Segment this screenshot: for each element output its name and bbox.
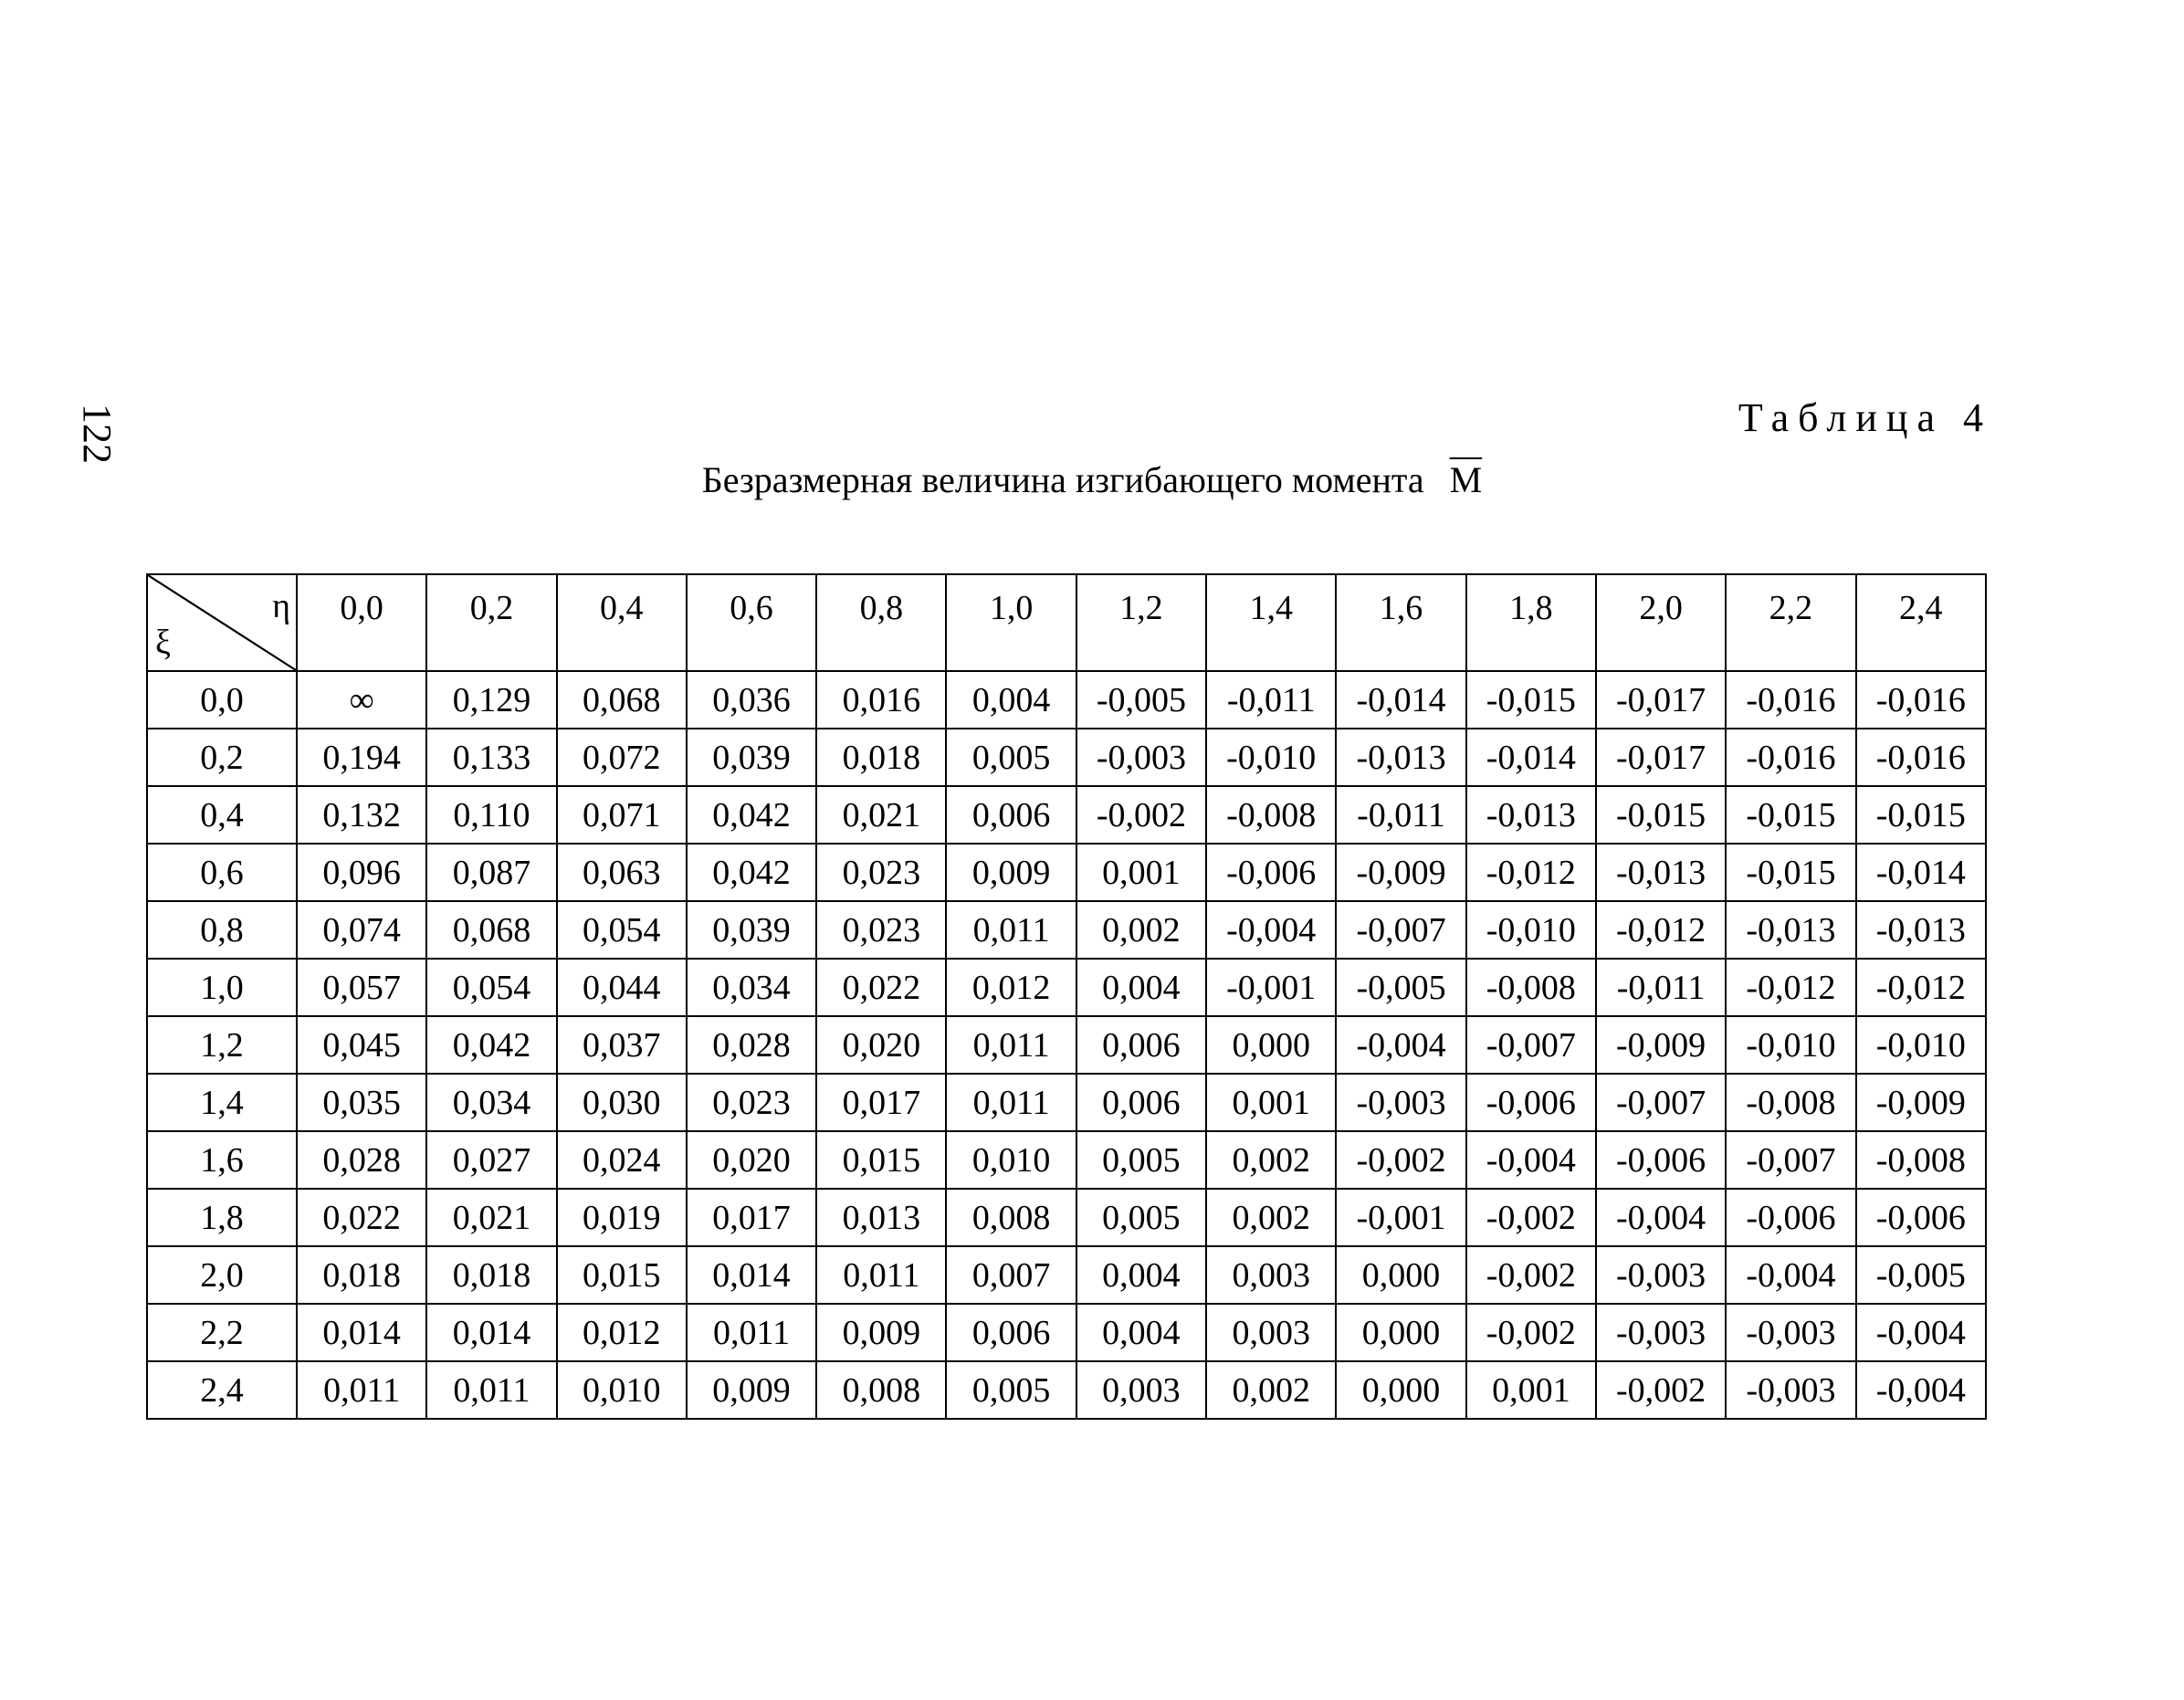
- table-cell: 0,012: [946, 959, 1076, 1016]
- table-cell: 0,036: [687, 671, 816, 729]
- xi-axis-label: ξ: [155, 624, 171, 662]
- table-cell: 0,018: [816, 729, 946, 786]
- table-cell: 0,037: [557, 1016, 687, 1074]
- table-cell: 0,021: [816, 786, 946, 844]
- table-cell: -0,005: [1336, 959, 1465, 1016]
- table-row: [147, 1131, 1986, 1189]
- table-cell: 0,034: [687, 959, 816, 1016]
- table-row: [147, 729, 1986, 786]
- table-cell: 0,039: [687, 901, 816, 959]
- table-cell: 0,023: [687, 1074, 816, 1131]
- column-header-eta: 0,8: [816, 574, 946, 671]
- table-cell: -0,012: [1726, 959, 1855, 1016]
- table-cell: 0,030: [557, 1074, 687, 1131]
- table-cell: 0,003: [1206, 1246, 1336, 1304]
- table-row: [147, 901, 1986, 959]
- table-cell: -0,008: [1466, 959, 1596, 1016]
- table-cell: 0,027: [426, 1131, 556, 1189]
- table-cell: 0,006: [1076, 1016, 1206, 1074]
- table-cell: -0,004: [1726, 1246, 1855, 1304]
- row-header-xi: 0,4: [147, 786, 297, 844]
- table-cell: 0,005: [1076, 1189, 1206, 1246]
- column-header-eta: 0,2: [426, 574, 556, 671]
- table-cell: 0,133: [426, 729, 556, 786]
- table-cell: -0,002: [1466, 1246, 1596, 1304]
- table-cell: -0,002: [1596, 1361, 1726, 1419]
- table-row: [147, 959, 1986, 1016]
- table-cell: 0,009: [946, 844, 1076, 901]
- table-cell: -0,006: [1206, 844, 1336, 901]
- table-cell: -0,003: [1726, 1361, 1855, 1419]
- table-cell: -0,013: [1336, 729, 1465, 786]
- table-cell: 0,011: [816, 1246, 946, 1304]
- table-cell: 0,003: [1206, 1304, 1336, 1361]
- table-cell: -0,008: [1856, 1131, 1986, 1189]
- table-cell: 0,004: [1076, 1304, 1206, 1361]
- table-cell: 0,009: [816, 1304, 946, 1361]
- table-cell: -0,017: [1596, 729, 1726, 786]
- table-cell: -0,006: [1726, 1189, 1855, 1246]
- table-cell: 0,011: [946, 1016, 1076, 1074]
- row-header-xi: 0,6: [147, 844, 297, 901]
- table-cell: 0,039: [687, 729, 816, 786]
- table-cell: -0,006: [1466, 1074, 1596, 1131]
- table-cell: -0,003: [1336, 1074, 1465, 1131]
- table-cell: -0,016: [1856, 671, 1986, 729]
- table-title-text: Безразмерная величина изгибающего момента: [701, 459, 1424, 500]
- table-cell: 0,004: [1076, 1246, 1206, 1304]
- bending-moment-table: [146, 573, 1987, 1420]
- table-cell: 0,074: [297, 901, 426, 959]
- table-cell: 0,000: [1336, 1246, 1465, 1304]
- table-cell: 0,034: [426, 1074, 556, 1131]
- table-cell: -0,010: [1466, 901, 1596, 959]
- table-cell: 0,096: [297, 844, 426, 901]
- table-cell: -0,006: [1856, 1189, 1986, 1246]
- table-cell: 0,002: [1206, 1361, 1336, 1419]
- table-body: [147, 671, 1986, 1419]
- table-cell: 0,017: [687, 1189, 816, 1246]
- table-cell: 0,011: [946, 1074, 1076, 1131]
- column-header-eta: 0,0: [297, 574, 426, 671]
- table-cell: -0,012: [1596, 901, 1726, 959]
- table-cell: -0,003: [1596, 1246, 1726, 1304]
- table-title: [0, 458, 2184, 501]
- table-cell: 0,011: [946, 901, 1076, 959]
- table-cell: 0,017: [816, 1074, 946, 1131]
- table-cell: 0,005: [1076, 1131, 1206, 1189]
- table-cell: 0,001: [1076, 844, 1206, 901]
- table-cell: -0,004: [1856, 1304, 1986, 1361]
- table-cell: 0,057: [297, 959, 426, 1016]
- table-cell: 0,014: [297, 1304, 426, 1361]
- table-cell: 0,024: [557, 1131, 687, 1189]
- table-cell: 0,011: [426, 1361, 556, 1419]
- table-cell: 0,011: [687, 1304, 816, 1361]
- table-cell: -0,006: [1596, 1131, 1726, 1189]
- table-cell: -0,002: [1466, 1189, 1596, 1246]
- table-cell: 0,068: [557, 671, 687, 729]
- page-number: 122: [75, 404, 120, 464]
- table-cell: -0,011: [1206, 671, 1336, 729]
- table-cell: 0,003: [1076, 1361, 1206, 1419]
- table-cell: 0,042: [687, 844, 816, 901]
- row-header-xi: 1,6: [147, 1131, 297, 1189]
- table-cell: 0,028: [297, 1131, 426, 1189]
- axis-corner-cell: [147, 574, 297, 671]
- table-cell: -0,010: [1206, 729, 1336, 786]
- table-cell: 0,000: [1206, 1016, 1336, 1074]
- table-cell: -0,013: [1466, 786, 1596, 844]
- row-header-xi: 0,0: [147, 671, 297, 729]
- table-cell: 0,005: [946, 1361, 1076, 1419]
- row-header-xi: 1,4: [147, 1074, 297, 1131]
- table-cell: -0,013: [1856, 901, 1986, 959]
- table-cell: -0,002: [1336, 1131, 1465, 1189]
- table-cell: 0,001: [1466, 1361, 1596, 1419]
- table-cell: 0,054: [426, 959, 556, 1016]
- table-cell: 0,018: [297, 1246, 426, 1304]
- column-header-eta: 2,4: [1856, 574, 1986, 671]
- column-header-eta: 1,6: [1336, 574, 1465, 671]
- table-cell: -0,014: [1856, 844, 1986, 901]
- table-cell: 0,010: [557, 1361, 687, 1419]
- column-header-eta: 0,4: [557, 574, 687, 671]
- table-cell: 0,010: [946, 1131, 1076, 1189]
- table-cell: 0,132: [297, 786, 426, 844]
- table-cell: -0,007: [1336, 901, 1465, 959]
- table-cell: -0,008: [1726, 1074, 1855, 1131]
- table-cell: 0,014: [426, 1304, 556, 1361]
- table-cell: -0,012: [1466, 844, 1596, 901]
- table-cell: -0,010: [1856, 1016, 1986, 1074]
- row-header-xi: 0,2: [147, 729, 297, 786]
- table-cell: 0,006: [946, 786, 1076, 844]
- table-cell: -0,004: [1336, 1016, 1465, 1074]
- table-cell: -0,013: [1596, 844, 1726, 901]
- table-cell: -0,001: [1206, 959, 1336, 1016]
- table-cell: 0,000: [1336, 1304, 1465, 1361]
- table-row: [147, 1016, 1986, 1074]
- table-row: [147, 1304, 1986, 1361]
- table-cell: -0,005: [1076, 671, 1206, 729]
- row-header-xi: 2,4: [147, 1361, 297, 1419]
- table-cell: 0,019: [557, 1189, 687, 1246]
- table-row: [147, 1189, 1986, 1246]
- table-cell: 0,054: [557, 901, 687, 959]
- table-cell: 0,023: [816, 901, 946, 959]
- table-cell: 0,023: [816, 844, 946, 901]
- table-cell: -0,009: [1336, 844, 1465, 901]
- table-cell: 0,002: [1206, 1131, 1336, 1189]
- column-header-eta: 2,2: [1726, 574, 1855, 671]
- table-cell: -0,016: [1726, 671, 1855, 729]
- table-cell: -0,015: [1466, 671, 1596, 729]
- table-cell: -0,004: [1466, 1131, 1596, 1189]
- column-header-eta: 1,4: [1206, 574, 1336, 671]
- table-cell: 0,110: [426, 786, 556, 844]
- table-cell: -0,009: [1596, 1016, 1726, 1074]
- table-cell: -0,015: [1856, 786, 1986, 844]
- table-cell: 0,016: [816, 671, 946, 729]
- table-cell: ∞: [297, 671, 426, 729]
- table-cell: 0,012: [557, 1304, 687, 1361]
- table-cell: 0,063: [557, 844, 687, 901]
- table-cell: -0,014: [1466, 729, 1596, 786]
- table-cell: 0,014: [687, 1246, 816, 1304]
- table-cell: 0,000: [1336, 1361, 1465, 1419]
- table-cell: -0,002: [1466, 1304, 1596, 1361]
- table-cell: 0,072: [557, 729, 687, 786]
- table-caption-label: Таблица 4: [1738, 395, 1992, 440]
- table-cell: 0,011: [297, 1361, 426, 1419]
- eta-axis-label: η: [272, 587, 290, 625]
- row-header-xi: 2,0: [147, 1246, 297, 1304]
- table-cell: -0,007: [1466, 1016, 1596, 1074]
- table-cell: -0,002: [1076, 786, 1206, 844]
- table-cell: -0,007: [1726, 1131, 1855, 1189]
- table-cell: 0,071: [557, 786, 687, 844]
- table-cell: -0,015: [1726, 786, 1855, 844]
- row-header-xi: 1,8: [147, 1189, 297, 1246]
- table-cell: -0,017: [1596, 671, 1726, 729]
- table-cell: -0,008: [1206, 786, 1336, 844]
- row-header-xi: 1,0: [147, 959, 297, 1016]
- table-cell: -0,003: [1596, 1304, 1726, 1361]
- table-cell: 0,022: [297, 1189, 426, 1246]
- table-row: [147, 1361, 1986, 1419]
- column-header-eta: 2,0: [1596, 574, 1726, 671]
- table-row: [147, 786, 1986, 844]
- row-header-xi: 1,2: [147, 1016, 297, 1074]
- table-cell: -0,003: [1076, 729, 1206, 786]
- table-cell: 0,004: [1076, 959, 1206, 1016]
- table-header-row: [147, 574, 1986, 671]
- table-cell: -0,004: [1856, 1361, 1986, 1419]
- table-cell: 0,022: [816, 959, 946, 1016]
- table-cell: -0,015: [1596, 786, 1726, 844]
- table-cell: 0,009: [687, 1361, 816, 1419]
- table-cell: -0,007: [1596, 1074, 1726, 1131]
- table-cell: 0,020: [687, 1131, 816, 1189]
- table-cell: 0,004: [946, 671, 1076, 729]
- column-header-eta: 1,8: [1466, 574, 1596, 671]
- table-cell: 0,002: [1206, 1189, 1336, 1246]
- table-cell: -0,010: [1726, 1016, 1855, 1074]
- table-row: [147, 671, 1986, 729]
- table-cell: 0,042: [426, 1016, 556, 1074]
- table-cell: 0,007: [946, 1246, 1076, 1304]
- table-cell: 0,021: [426, 1189, 556, 1246]
- table-cell: -0,004: [1206, 901, 1336, 959]
- column-header-eta: 0,6: [687, 574, 816, 671]
- column-header-eta: 1,2: [1076, 574, 1206, 671]
- table-cell: -0,012: [1856, 959, 1986, 1016]
- table-cell: -0,015: [1726, 844, 1855, 901]
- table-cell: 0,015: [816, 1131, 946, 1189]
- table-cell: 0,020: [816, 1016, 946, 1074]
- table-cell: 0,087: [426, 844, 556, 901]
- table-cell: 0,042: [687, 786, 816, 844]
- table-cell: 0,013: [816, 1189, 946, 1246]
- table-cell: 0,068: [426, 901, 556, 959]
- table-cell: -0,011: [1596, 959, 1726, 1016]
- table-cell: 0,015: [557, 1246, 687, 1304]
- table-cell: -0,005: [1856, 1246, 1986, 1304]
- table-cell: -0,011: [1336, 786, 1465, 844]
- table-cell: 0,001: [1206, 1074, 1336, 1131]
- table-cell: -0,016: [1726, 729, 1855, 786]
- moment-symbol: $\overline{M}$: [1449, 459, 1483, 500]
- table-cell: 0,129: [426, 671, 556, 729]
- table-row: [147, 1074, 1986, 1131]
- column-header-eta: 1,0: [946, 574, 1076, 671]
- table-cell: -0,016: [1856, 729, 1986, 786]
- table-cell: 0,008: [816, 1361, 946, 1419]
- table-cell: -0,004: [1596, 1189, 1726, 1246]
- table-cell: -0,003: [1726, 1304, 1855, 1361]
- table-cell: 0,005: [946, 729, 1076, 786]
- table-cell: 0,028: [687, 1016, 816, 1074]
- table-cell: 0,194: [297, 729, 426, 786]
- table-cell: 0,008: [946, 1189, 1076, 1246]
- table-cell: 0,035: [297, 1074, 426, 1131]
- row-header-xi: 2,2: [147, 1304, 297, 1361]
- table-row: [147, 844, 1986, 901]
- row-header-xi: 0,8: [147, 901, 297, 959]
- table-cell: 0,045: [297, 1016, 426, 1074]
- table-cell: 0,018: [426, 1246, 556, 1304]
- table-cell: 0,006: [946, 1304, 1076, 1361]
- table-cell: 0,006: [1076, 1074, 1206, 1131]
- table-cell: -0,014: [1336, 671, 1465, 729]
- table-cell: -0,013: [1726, 901, 1855, 959]
- table-cell: 0,044: [557, 959, 687, 1016]
- table-cell: -0,009: [1856, 1074, 1986, 1131]
- table-cell: -0,001: [1336, 1189, 1465, 1246]
- table-cell: 0,002: [1076, 901, 1206, 959]
- table-row: [147, 1246, 1986, 1304]
